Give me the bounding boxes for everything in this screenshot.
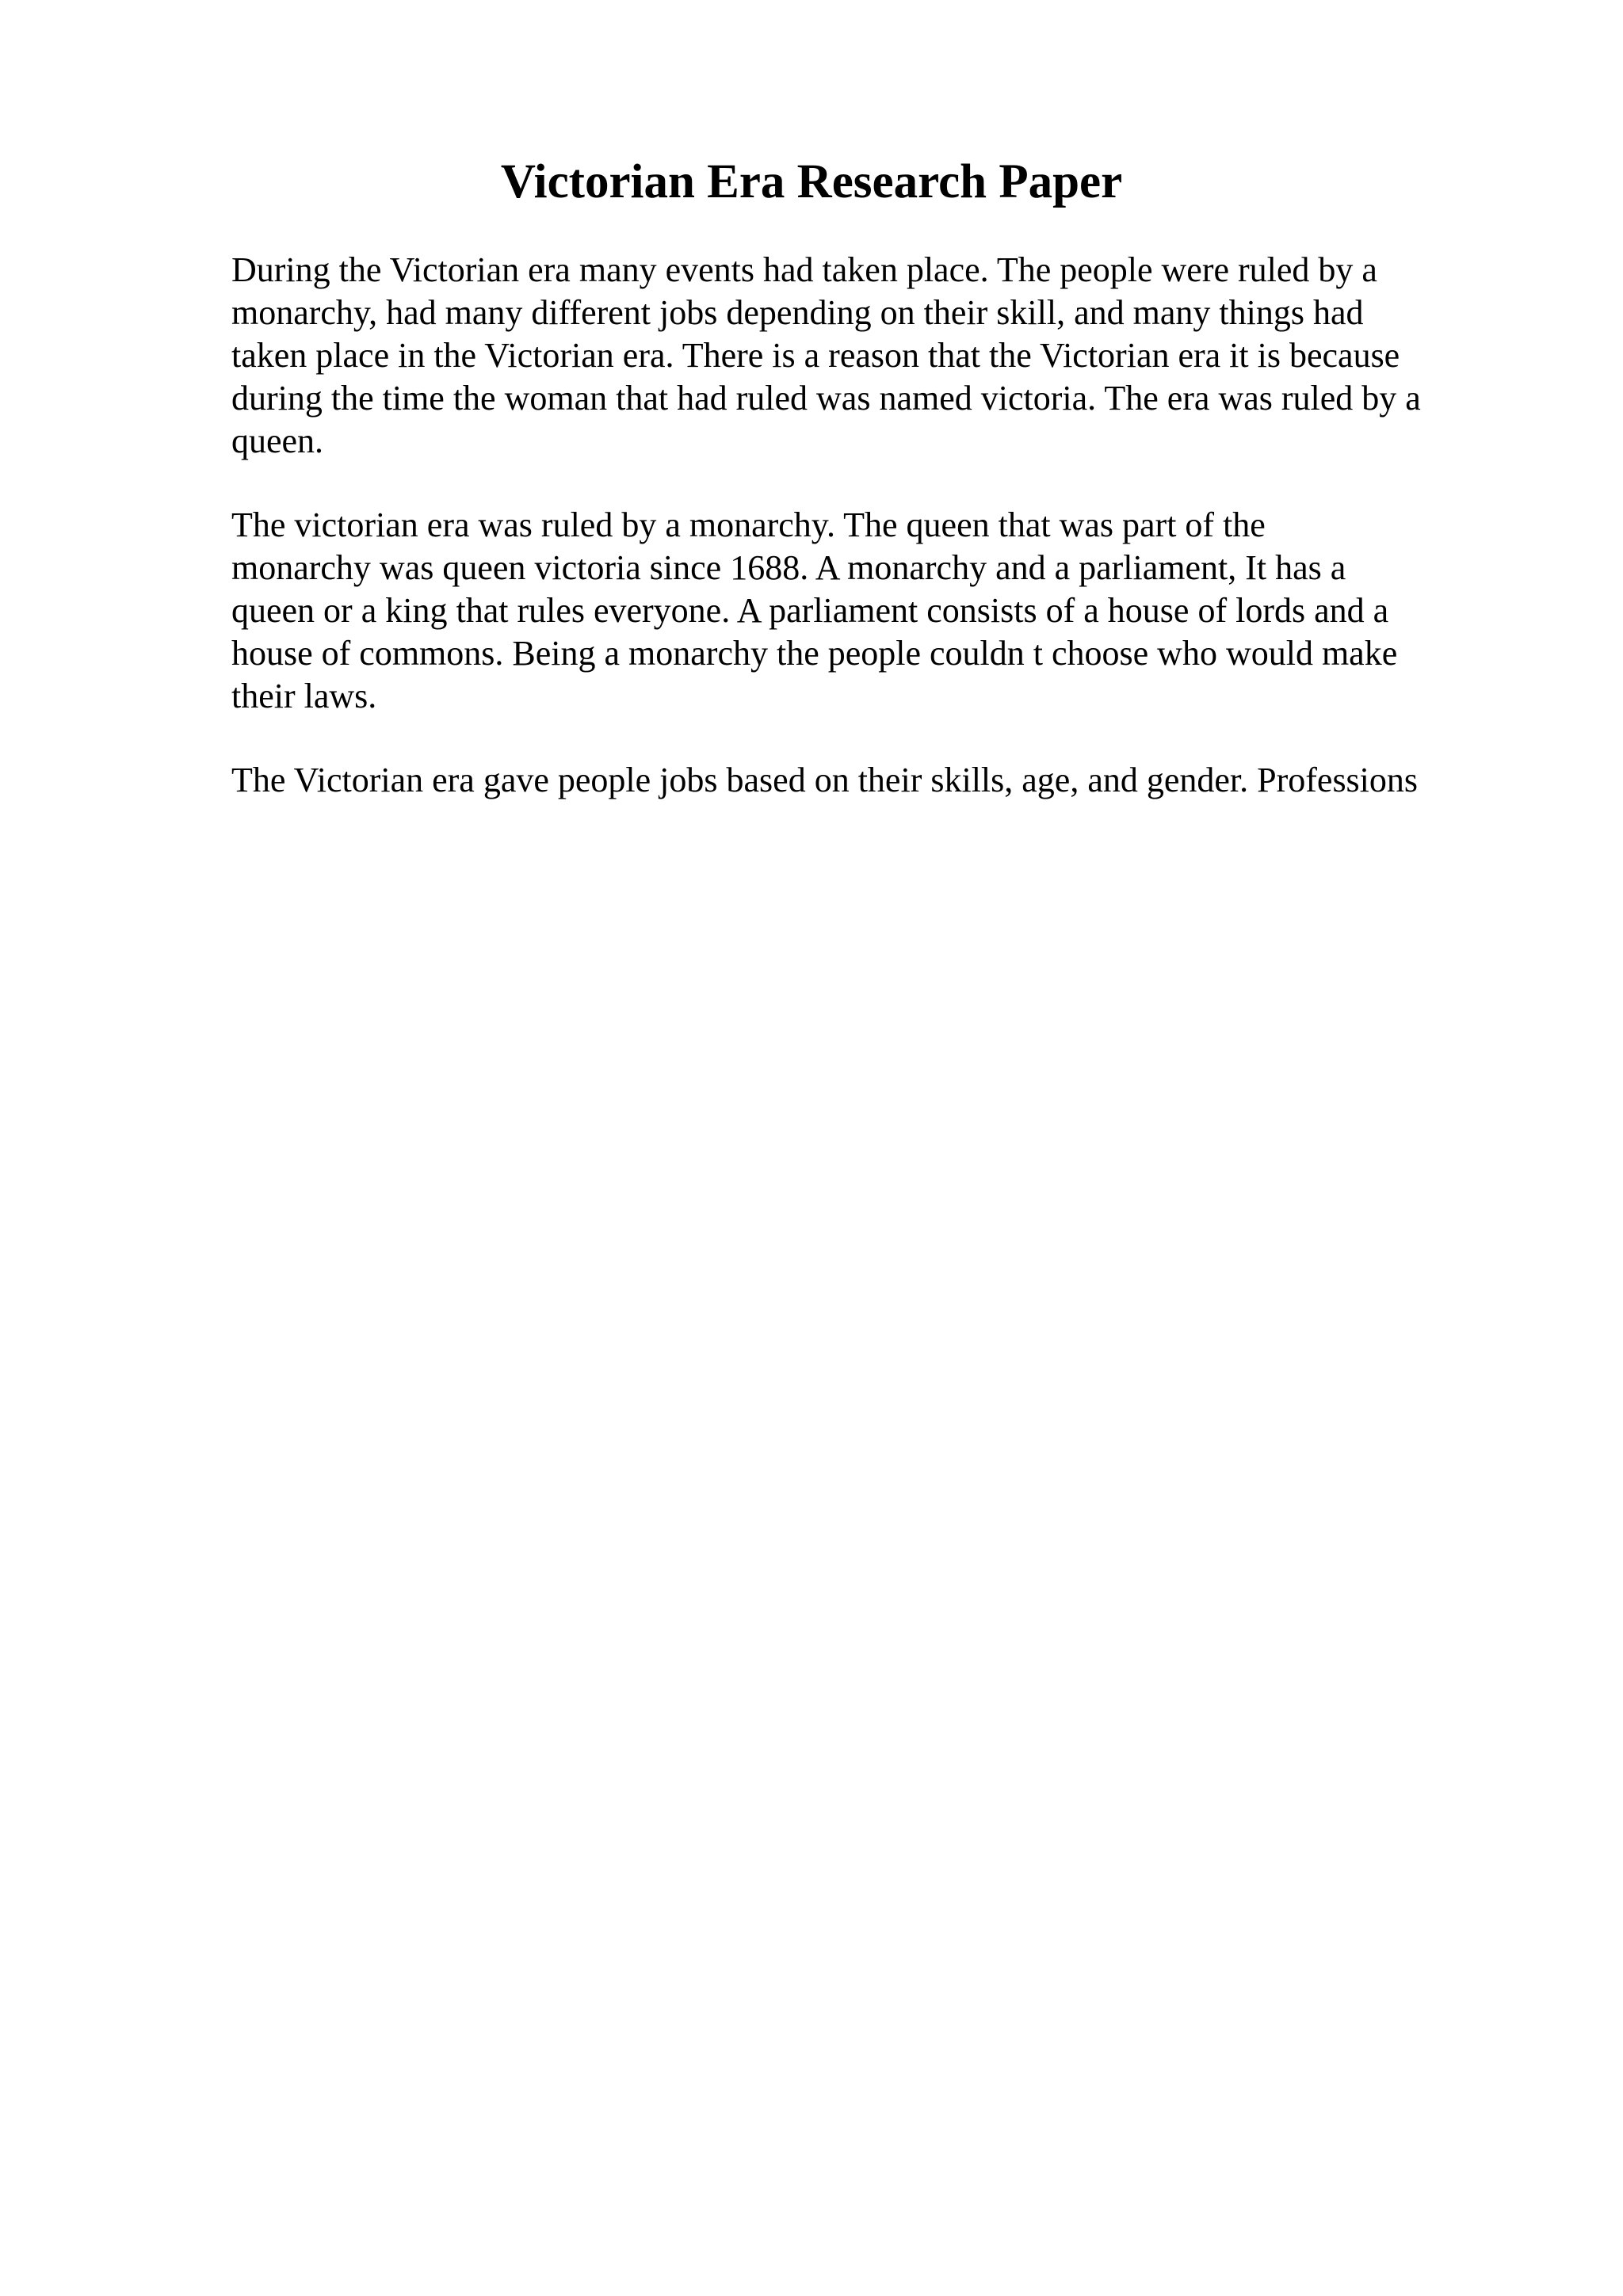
paragraph-line: The Victorian era gave people jobs based on their skills, age, and gender. Professions: [231, 761, 1419, 799]
paragraph-line: queen or a king that rules everyone. A parliament consists of a house of lords and a: [231, 591, 1389, 630]
paragraph-line: queen.: [231, 421, 324, 460]
paragraph-3: [231, 759, 1515, 802]
paragraph-1: [231, 249, 1515, 463]
paragraph-line: monarchy, had many different jobs depending on their skill, and many things had: [231, 293, 1364, 332]
paragraph-line: monarchy was queen victoria since 1688. A monarchy and a parliament, It has a: [231, 548, 1346, 587]
paragraph-line: their laws.: [231, 677, 377, 715]
paragraph-2: [231, 504, 1515, 718]
paragraph-line: During the Victorian era many events had taken place. The people were ruled by a: [231, 250, 1377, 289]
paragraph-line: house of commons. Being a monarchy the people couldn t choose who would make: [231, 634, 1398, 673]
paragraph-line: during the time the woman that had ruled was named victoria. The era was ruled by a: [231, 379, 1421, 418]
paragraph-line: taken place in the Victorian era. There is a reason that the Victorian era it is because: [231, 336, 1400, 375]
page-title: Victorian Era Research Paper: [500, 155, 1123, 208]
paragraph-line: The victorian era was ruled by a monarchy. The queen that was part of the: [231, 505, 1266, 544]
